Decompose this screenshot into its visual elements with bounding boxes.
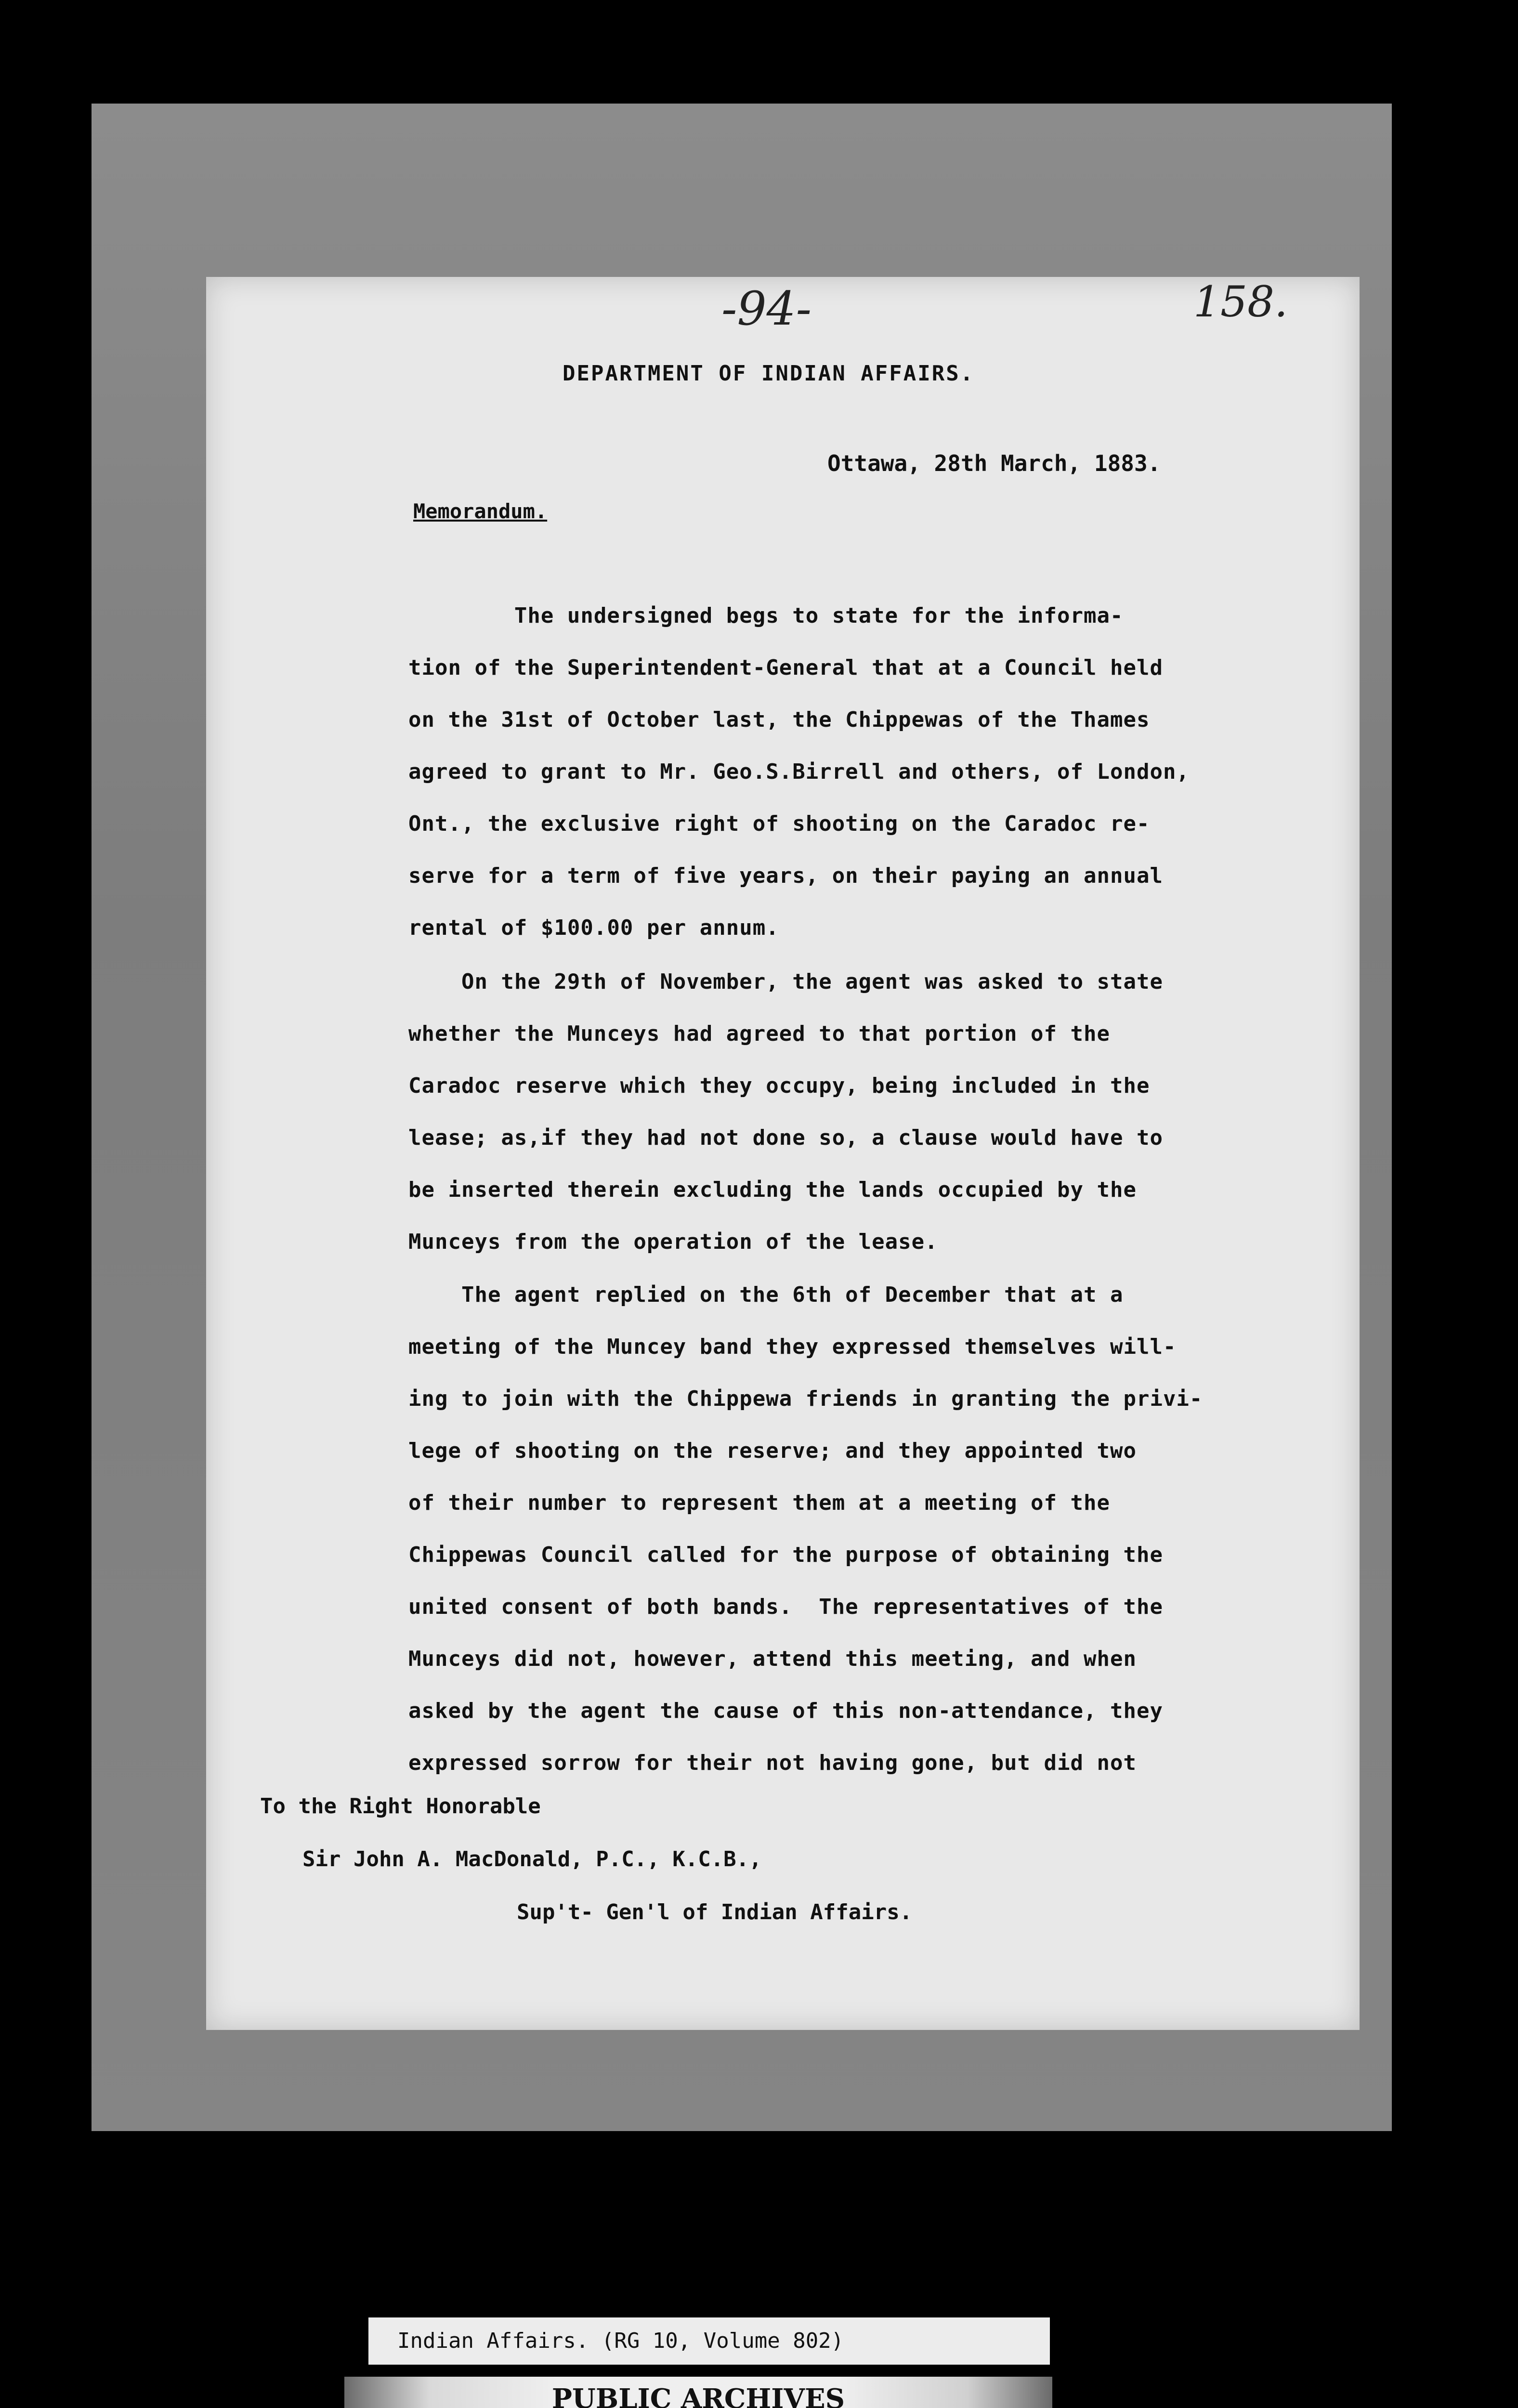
- stamp-line: PUBLIC ARCHIVES: [551, 2383, 845, 2408]
- text-line: be inserted therein excluding the lands occupied by the: [408, 1178, 1137, 1202]
- text-line: on the 31st of October last, the Chippewas of the Thames: [408, 707, 1150, 732]
- text-line: lease; as,if they had not done so, a clause would have to: [408, 1125, 1163, 1150]
- memo-label: Memorandum.: [413, 499, 548, 523]
- addressee-line: Sup't- Gen'l of Indian Affairs.: [517, 1900, 913, 1924]
- page-number: -94-: [721, 282, 812, 336]
- folio-number: 158.: [1193, 277, 1288, 327]
- text-line: Munceys did not, however, attend this meeting, and when: [408, 1647, 1137, 1671]
- text-line: tion of the Superintendent-General that at a Council held: [408, 655, 1163, 680]
- text-line: Caradoc reserve which they occupy, being included in the: [408, 1073, 1150, 1098]
- text-line: united consent of both bands. The representatives of the: [408, 1595, 1163, 1619]
- text-line: of their number to represent them at a meeting of the: [408, 1491, 1110, 1515]
- addressee-line: Sir John A. MacDonald, P.C., K.C.B.,: [302, 1847, 762, 1871]
- paragraph-3: [408, 1269, 1203, 1789]
- text-line: On the 29th of November, the agent was asked to state: [408, 969, 1163, 994]
- text-line: The undersigned begs to state for the informa-: [408, 603, 1124, 628]
- text-line: Ont., the exclusive right of shooting on the Caradoc re-: [408, 811, 1150, 836]
- archive-reference-label: Indian Affairs. (RG 10, Volume 802): [368, 2317, 1050, 2365]
- text-line: whether the Munceys had agreed to that portion of the: [408, 1021, 1110, 1046]
- memo-page: [206, 277, 1360, 2030]
- text-line: expressed sorrow for their not having gone, but did not: [408, 1751, 1137, 1775]
- text-line: meeting of the Muncey band they expressed themselves will-: [408, 1335, 1177, 1359]
- text-line: rental of $100.00 per annum.: [408, 916, 779, 940]
- paragraph-1: [408, 590, 1190, 954]
- text-line: asked by the agent the cause of this non-attendance, they: [408, 1699, 1163, 1723]
- text-line: agreed to grant to Mr. Geo.S.Birrell and others, of London,: [408, 759, 1190, 784]
- text-line: Munceys from the operation of the lease.: [408, 1230, 938, 1254]
- addressee-line: To the Right Honorable: [260, 1794, 541, 1819]
- text-line: lege of shooting on the reserve; and they appointed two: [408, 1439, 1137, 1463]
- text-line: The agent replied on the 6th of December that at a: [408, 1283, 1124, 1307]
- text-line: ing to join with the Chippewa friends in granting the privi-: [408, 1387, 1203, 1411]
- paragraph-2: [408, 956, 1163, 1268]
- archive-stamp: [344, 2377, 1052, 2408]
- text-line: serve for a term of five years, on their paying an annual: [408, 864, 1163, 888]
- text-line: Chippewas Council called for the purpose of obtaining the: [408, 1543, 1163, 1567]
- date-line: Ottawa, 28th March, 1883.: [827, 450, 1161, 476]
- department-heading: DEPARTMENT OF INDIAN AFFAIRS.: [563, 361, 975, 386]
